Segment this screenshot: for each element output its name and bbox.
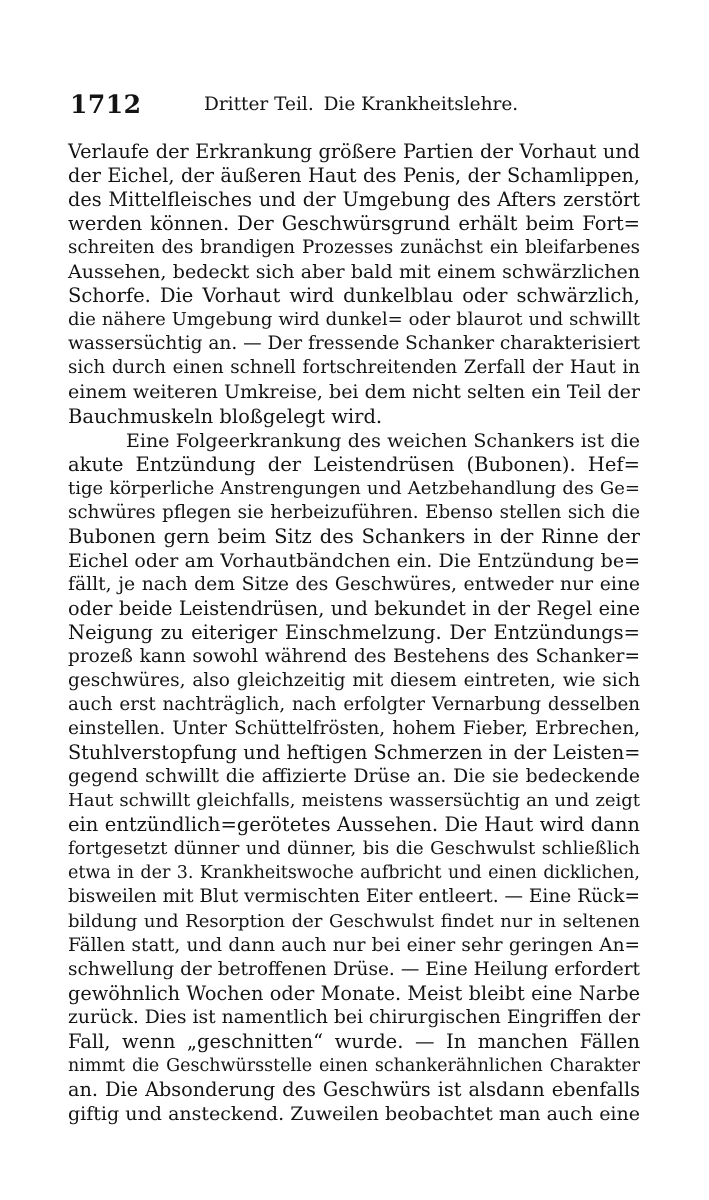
text-line: oder beide Leistendrüsen, und bekundet in der Regel eine: [68, 596, 640, 620]
text-line: giftig und ansteckend. Zuweilen beobachtet man auch eine: [68, 1102, 640, 1125]
text-line: tige körperliche Anstrengungen und Aetzbehandlung des Ge=: [68, 477, 640, 499]
text-line: bisweilen mit Blut vermischten Eiter entleert. — Eine Rück=: [68, 886, 640, 908]
text-line: Haut schwillt gleichfalls, meistens wassersüchtig an und zeigt: [68, 790, 640, 812]
paragraph: [68, 429, 640, 1126]
text-line: Fällen statt, und dann auch nur bei einer sehr geringen An=: [68, 934, 640, 956]
text-line: einem weiteren Umkreise, bei dem nicht selten ein Teil der: [68, 381, 640, 404]
text-line: gegend schwillt die affizierte Drüse an. Die sie bedeckende: [68, 766, 640, 788]
page-header: [70, 88, 640, 128]
running-head-section: Die Krankheitslehre.: [323, 94, 519, 115]
text-line: der Eichel, der äußeren Haut des Penis, der Schamlippen,: [68, 164, 640, 188]
text-line: Eichel oder am Vorhautbändchen ein. Die Entzündung be=: [68, 549, 640, 572]
text-line: schreiten des brandigen Prozesses zunächst ein bleifarbenes: [68, 237, 640, 259]
text-line: geschwüres, also gleichzeitig mit diesem eintreten, wie sich: [68, 670, 640, 692]
page-number: 1712: [70, 90, 142, 119]
text-line: nimmt die Geschwürsstelle einen schankerähnlichen Charakter: [68, 1055, 640, 1076]
text-line: einstellen. Unter Schüttelfrösten, hohem Fieber, Erbrechen,: [68, 718, 640, 740]
running-head: [204, 94, 518, 115]
text-line: auch erst nachträglich, nach erfolgter Vernarbung desselben: [68, 694, 640, 716]
text-line: werden können. Der Geschwürsgrund erhält beim Fort=: [68, 212, 640, 236]
text-line: akute Entzündung der Leistendrüsen (Bubonen). Hef=: [68, 452, 640, 476]
text-line: des Mittelfleisches und der Umgebung des Afters zerstört: [68, 188, 640, 212]
text-line: schwellung der betroffenen Drüse. — Eine Heilung erfordert: [68, 958, 640, 980]
text-line: schwüres pflegen sie herbeizuführen. Ebenso stellen sich die: [68, 501, 640, 523]
text-line: die nähere Umgebung wird dunkel= oder blaurot und schwillt: [68, 309, 640, 331]
running-head-part: Dritter Teil.: [204, 94, 314, 115]
text-line: Fall, wenn „geschnitten“ wurde. — In manchen Fällen: [68, 1029, 640, 1053]
text-line: Bubonen gern beim Sitz des Schankers in der Rinne der: [68, 524, 640, 548]
text-line: Neigung zu eiteriger Einschmelzung. Der Entzündungs=: [68, 620, 640, 644]
text-line: sich durch einen schnell fortschreitenden Zerfall der Haut in: [68, 357, 640, 379]
text-line: fortgesetzt dünner und dünner, bis die Geschwulst schließlich: [68, 838, 640, 860]
body-text: [68, 140, 640, 1126]
text-line: fällt, je nach dem Sitze des Geschwüres, entweder nur eine: [68, 573, 640, 595]
text-line: ein entzündlich=gerötetes Aussehen. Die Haut wird dann: [68, 813, 640, 837]
text-line: Schorfe. Die Vorhaut wird dunkelblau oder schwärzlich,: [68, 284, 640, 308]
text-line: bildung und Resorption der Geschwulst findet nur in seltenen: [68, 910, 640, 932]
text-line: gewöhnlich Wochen oder Monate. Meist bleibt eine Narbe: [68, 981, 640, 1005]
text-line: Eine Folgeerkrankung des weichen Schankers ist die: [126, 429, 640, 452]
paragraph: [68, 140, 640, 429]
text-line: an. Die Absonderung des Geschwürs ist alsdann ebenfalls: [68, 1077, 640, 1101]
text-line: zurück. Dies ist namentlich bei chirurgischen Eingriffen der: [68, 1006, 641, 1028]
text-line: wassersüchtig an. — Der fressende Schanker charakterisiert: [68, 333, 641, 355]
text-line: Verlaufe der Erkrankung größere Partien der Vorhaut und: [68, 140, 640, 163]
text-line: etwa in der 3. Krankheitswoche aufbricht und einen dicklichen,: [68, 863, 640, 884]
text-line: prozeß kann sowohl während des Bestehens des Schanker=: [68, 645, 640, 667]
text-line: Bauchmuskeln bloßgelegt wird.: [68, 404, 383, 428]
text-line: Stuhlverstopfung und heftigen Schmerzen in der Leisten=: [68, 741, 641, 765]
text-line: Aussehen, bedeckt sich aber bald mit einem schwärzlichen: [68, 261, 640, 284]
